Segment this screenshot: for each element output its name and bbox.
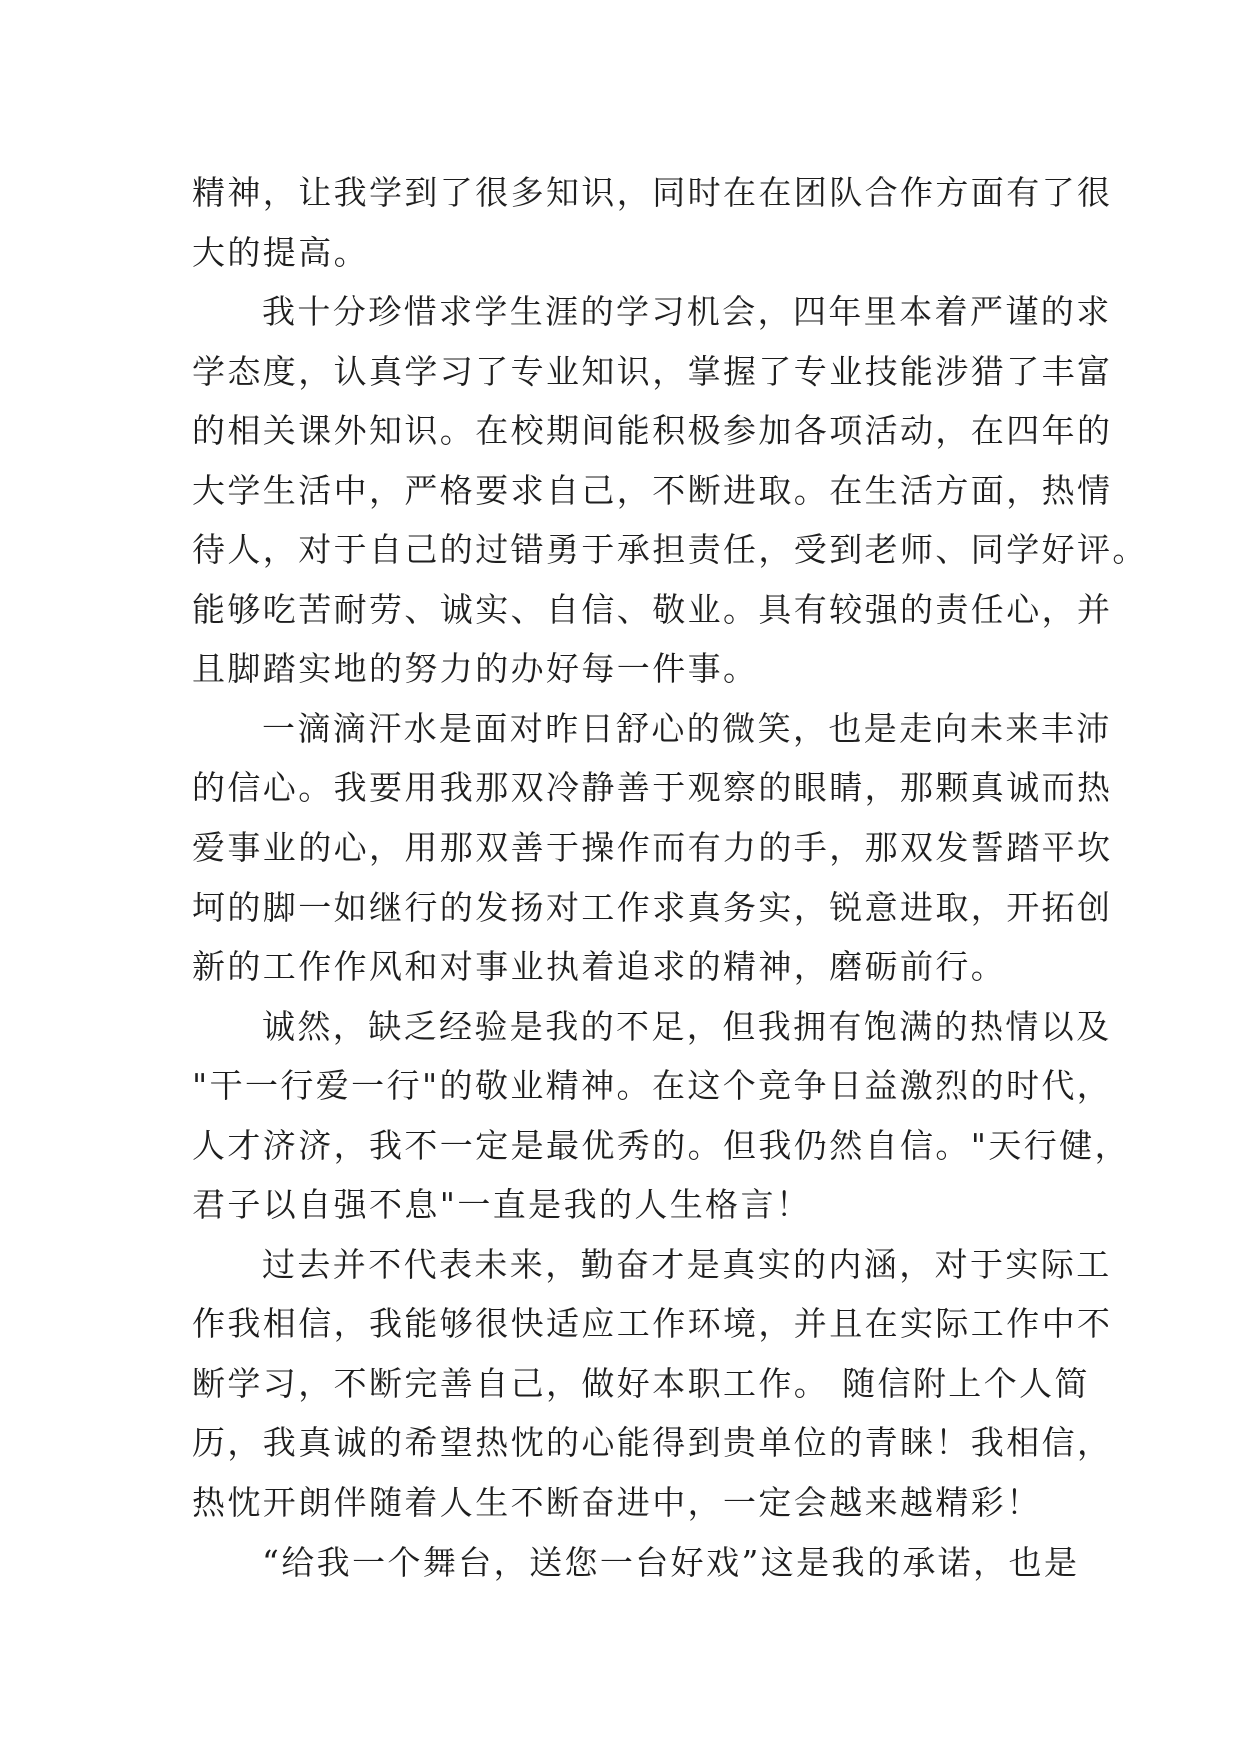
text-line: "干一行爱一行"的敬业精神。在这个竞争日益激烈的时代， [192,1066,1113,1106]
text-line: 精神，让我学到了很多知识，同时在在团队合作方面有了很 [192,173,1113,212]
text-line: 大的提高。 [192,232,369,272]
text-line: 作我相信，我能够很快适应工作环境，并且在实际工作中不 [192,1304,1113,1344]
text-line: 爱事业的心，用那双善于操作而有力的手，那双发誓踏平坎 [192,828,1113,868]
text-line: 坷的脚一如继行的发扬对工作求真务实，锐意进取，开拓创 [192,887,1113,927]
document-body [192,163,1148,1592]
text-line: 大学生活中，严格要求自己，不断进取。在生活方面，热情 [192,470,1113,510]
text-line: 待人，对于自己的过错勇于承担责任，受到老师、同学好评。 [192,530,1148,570]
text-line: 热忱开朗伴随着人生不断奋进中，一定会越来越精彩！ [192,1483,1042,1523]
text-line: 且脚踏实地的努力的办好每一件事。 [192,649,759,689]
text-line: 能够吃苦耐劳、诚实、自信、敬业。具有较强的责任心，并 [192,589,1113,629]
text-line: 的信心。我要用我那双冷静善于观察的眼睛，那颗真诚而热 [192,768,1113,808]
paragraph-first-line: 一滴滴汗水是面对昨日舒心的微笑，也是走向未来丰沛 [262,708,1112,748]
text-line: 学态度，认真学习了专业知识，掌握了专业技能涉猎了丰富 [192,351,1113,391]
text-line: 断学习，不断完善自己，做好本职工作。 随信附上个人简 [192,1363,1090,1403]
paragraph-first-line: 我十分珍惜求学生涯的学习机会，四年里本着严谨的求 [262,292,1112,332]
text-line: 君子以自强不息"一直是我的人生格言！ [192,1185,812,1225]
paragraph-first-line: 诚然，缺乏经验是我的不足，但我拥有饱满的热情以及 [262,1006,1112,1046]
text-line: 历，我真诚的希望热忱的心能得到贵单位的青睐！我相信， [192,1423,1113,1463]
paragraph-first-line: 过去并不代表未来，勤奋才是真实的内涵，对于实际工 [262,1244,1112,1284]
paragraph-first-line: “给我一个舞台，送您一台好戏”这是我的承诺，也是 [262,1542,1080,1582]
text-line: 人才济济，我不一定是最优秀的。但我仍然自信。"天行健， [192,1125,1130,1165]
text-line: 的相关课外知识。在校期间能积极参加各项活动，在四年的 [192,411,1113,451]
text-line: 新的工作作风和对事业执着追求的精神，磨砺前行。 [192,947,1007,987]
